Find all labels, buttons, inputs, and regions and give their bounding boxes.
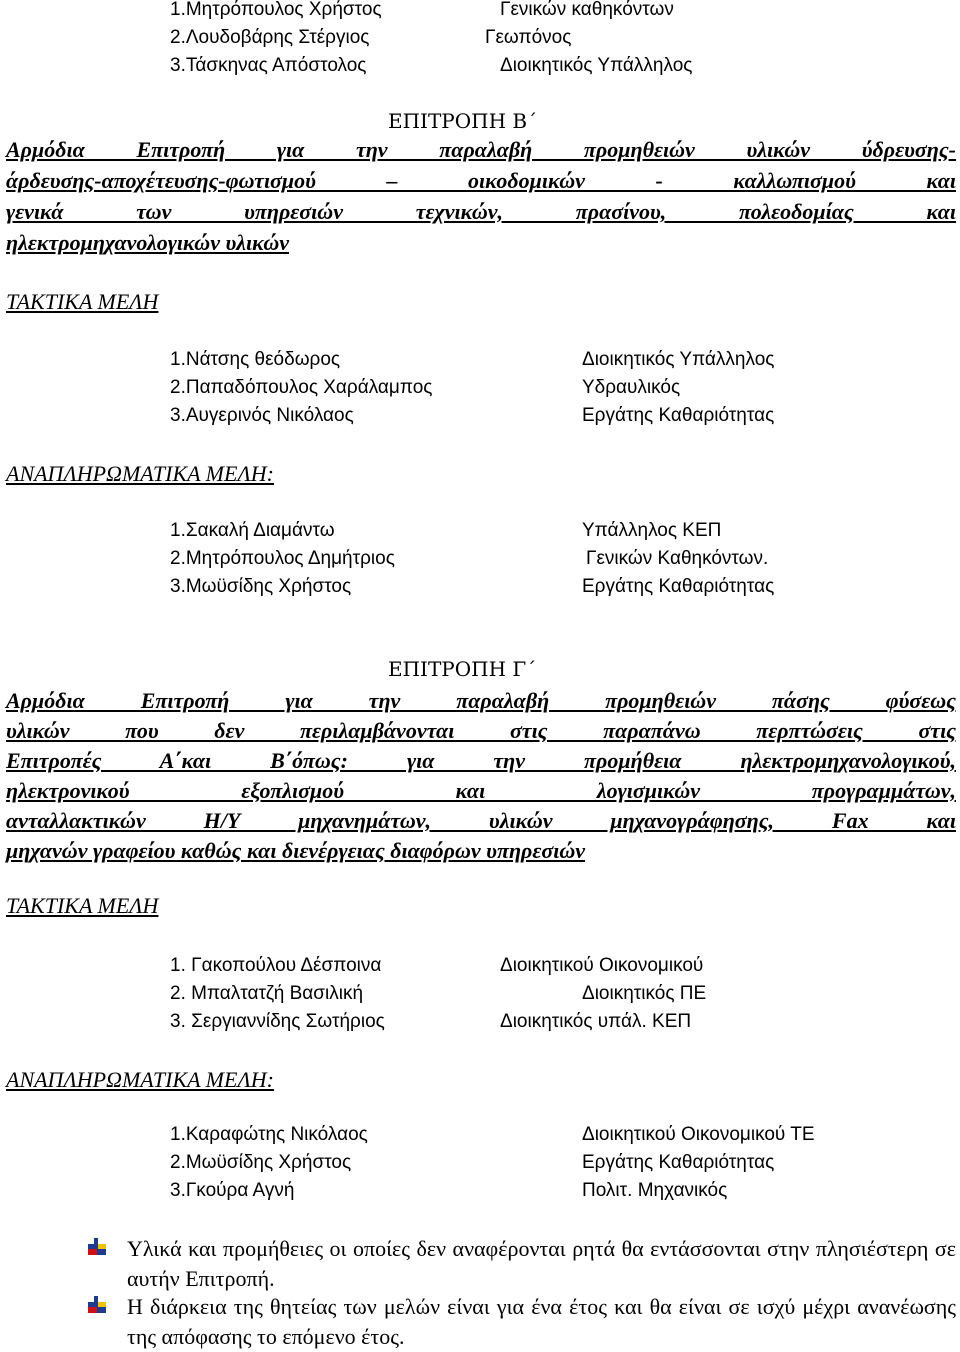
committee-b-regular-name-3: 3.Αυγερινός Νικόλαος: [170, 405, 354, 426]
committee-c-alternate-label: ΑΝΑΠΛΗΡΩΜΑΤΙΚΑ ΜΕΛΗ:: [6, 1067, 274, 1092]
committee-c-alternate-name-3: 3.Γκούρα Αγνή: [170, 1180, 295, 1201]
note-2: Η διάρκεια της θητείας των μελών είναι για ένα έτος και θα είναι σε ισχύ μέχρι ανανέωσης της απόφασης το επόμενο έτος.: [127, 1294, 956, 1349]
committee-c-alternate-name-1: 1.Καραφώτης Νικόλαος: [170, 1124, 368, 1145]
committee-b-regular-name-2: 2.Παπαδόπουλος Χαράλαμπος: [170, 377, 433, 398]
top-list-role-2: Γεωπόνος: [485, 27, 572, 48]
committee-c-heading: ΕΠΙΤΡΟΠΗ Γ΄: [388, 657, 537, 681]
committee-c-regular-name-3: 3. Σεργιαννίδης Σωτήριος: [170, 1011, 385, 1032]
committee-b-alternate-role-1: Υπάλληλος ΚΕΠ: [582, 520, 722, 541]
top-list-role-1: Γενικών καθηκόντων: [500, 0, 674, 20]
committee-b-alternate-label: ΑΝΑΠΛΗΡΩΜΑΤΙΚΑ ΜΕΛΗ:: [6, 461, 274, 486]
committee-c-alternate-role-1: Διοικητικού Οικονομικού ΤΕ: [582, 1124, 815, 1145]
committee-b-regular-role-1: Διοικητικός Υπάλληλος: [582, 349, 775, 370]
committee-c-regular-name-2: 2. Μπαλτατζή Βασιλική: [170, 983, 364, 1004]
committee-c-title-line-4: ηλεκτρονικού εξοπλισμού και λογισμικών προγραμμάτων,: [6, 778, 956, 803]
committee-c-regular-role-2: Διοικητικός ΠΕ: [582, 983, 707, 1004]
committee-b-regular-role-3: Εργάτης Καθαριότητας: [582, 405, 775, 426]
committee-b-alternate-role-3: Εργάτης Καθαριότητας: [582, 576, 775, 597]
committee-c-alternate-role-3: Πολιτ. Μηχανικός: [582, 1180, 728, 1201]
note-1: Υλικά και προμήθειες οι οποίες δεν αναφέρονται ρητά θα εντάσσονται στην πλησιέστερη σε αυτήν Επιτροπή.: [127, 1236, 956, 1291]
committee-c-title-line-1: Αρμόδια Επιτροπή για την παραλαβή προμηθειών πάσης φύσεως: [6, 688, 956, 713]
checkered-bullet-icon: [88, 1238, 106, 1256]
committee-b-title-line-2: άρδευσης-αποχέτευσης-φωτισμού – οικοδομικών - καλλωπισμού και: [6, 168, 956, 193]
committee-b-alternate-name-2: 2.Μητρόπουλος Δημήτριος: [170, 548, 395, 569]
top-list-name-2: 2.Λουδοβάρης Στέργιος: [170, 27, 370, 48]
committee-c-title-line-6: μηχανών γραφείου καθώς και διενέργειας διαφόρων υπηρεσιών: [6, 838, 586, 863]
committee-b-heading: ΕΠΙΤΡΟΠΗ Β΄: [388, 109, 538, 133]
checkered-bullet-icon: [88, 1296, 106, 1314]
committee-c-alternate-role-2: Εργάτης Καθαριότητας: [582, 1152, 775, 1173]
committee-c-title-line-5: ανταλλακτικών Η/Υ μηχανημάτων, υλικών μηχανογράφησης, Fax και: [6, 808, 956, 833]
committee-b-alternate-role-2: Γενικών Καθηκόντων.: [586, 548, 769, 569]
committee-b-title-line-4: ηλεκτρομηχανολογικών υλικών: [6, 230, 290, 255]
committee-c-regular-role-1: Διοικητικού Οικονομικού: [500, 955, 704, 976]
committee-b-alternate-name-3: 3.Μωϋσίδης Χρήστος: [170, 576, 352, 597]
committee-b-title-line-3: γενικά των υπηρεσιών τεχνικών, πρασίνου, πολεοδομίας και: [6, 199, 956, 224]
committee-c-regular-role-3: Διοικητικός υπάλ. ΚΕΠ: [500, 1011, 692, 1032]
committee-b-regular-name-1: 1.Νάτσης θεόδωρος: [170, 349, 341, 370]
committee-c-regular-label: ΤΑΚΤΙΚΑ ΜΕΛΗ: [6, 893, 159, 918]
committee-c-regular-name-1: 1. Γακοπούλου Δέσποινα: [170, 955, 382, 976]
committee-b-title-line-1: Αρμόδια Επιτροπή για την παραλαβή προμηθειών υλικών ύδρευσης-: [6, 137, 956, 162]
committee-c-title-line-2: υλικών που δεν περιλαμβάνονται στις παραπάνω περπτώσεις στις: [6, 718, 956, 743]
committee-c-title-line-3: Επιτροπές Α΄και Β΄όπως: για την προμήθεια ηλεκτρομηχανολογικού,: [6, 748, 956, 773]
top-list-name-3: 3.Τάσκηνας Απόστολος: [170, 55, 367, 76]
committee-b-regular-role-2: Υδραυλικός: [582, 377, 681, 398]
committee-b-regular-label: ΤΑΚΤΙΚΑ ΜΕΛΗ: [6, 289, 159, 314]
committee-c-alternate-name-2: 2.Μωϋσίδης Χρήστος: [170, 1152, 352, 1173]
top-list-name-1: 1.Μητρόπουλος Χρήστος: [170, 0, 382, 20]
top-list-role-3: Διοικητικός Υπάλληλος: [500, 55, 693, 76]
committee-b-alternate-name-1: 1.Σακαλή Διαμάντω: [170, 520, 335, 541]
